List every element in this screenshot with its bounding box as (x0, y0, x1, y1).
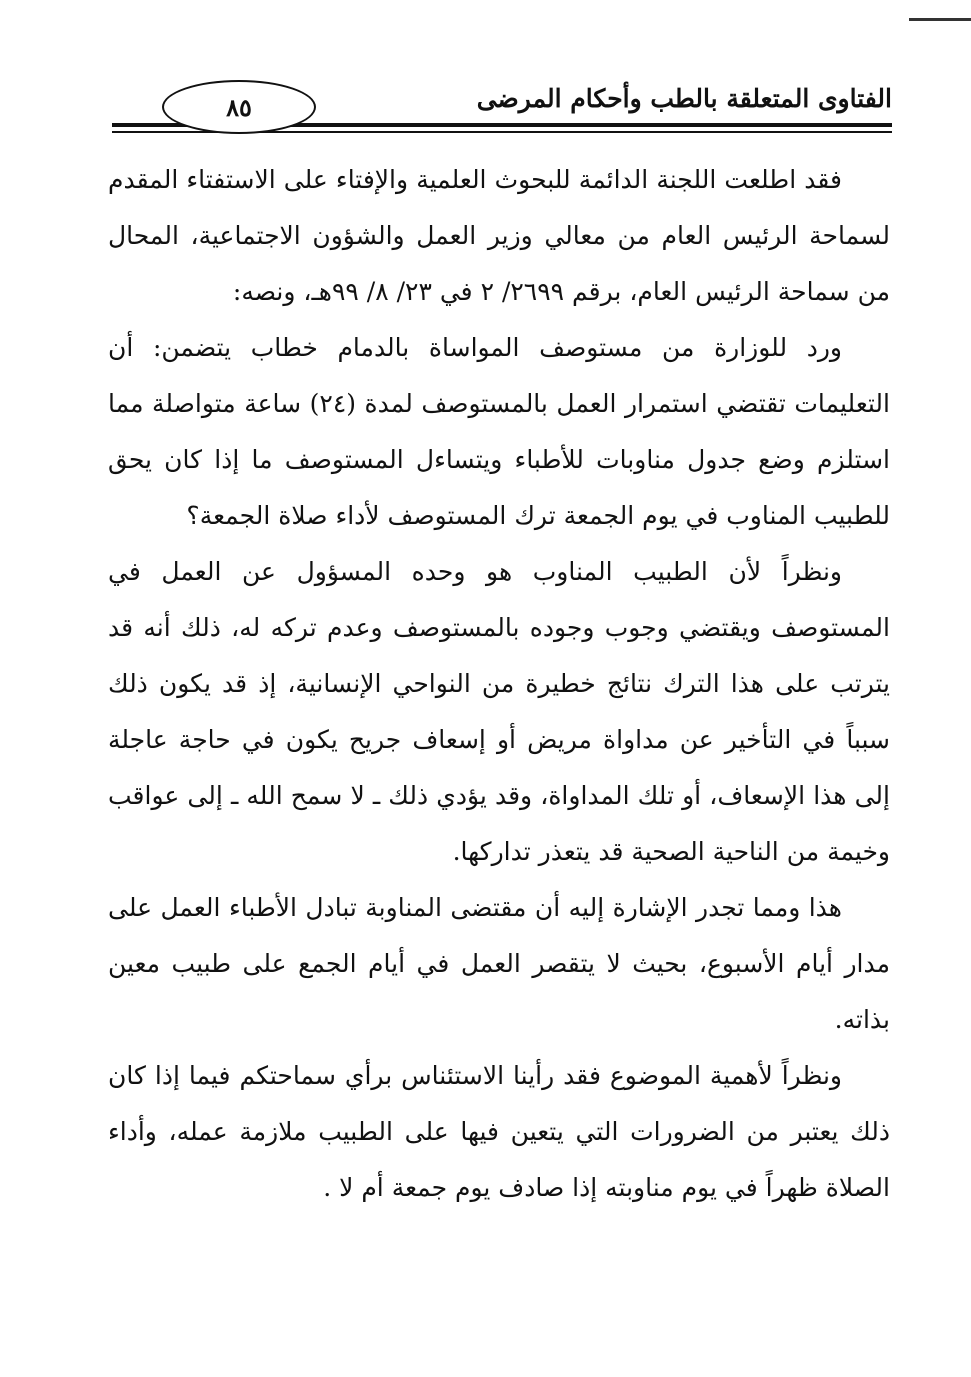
scan-edge-mark (909, 0, 971, 21)
running-title: الفتاوى المتعلقة بالطب وأحكام المرضى (476, 84, 892, 113)
page-number-oval (162, 80, 316, 134)
paragraph-reasoning: ونظراً لأن الطبيب المناوب هو وحده المسؤول عن العمل في المستوصف ويقتضي وجوب وجوده بالمستوصف وعدم تركه له، ذلك أنه قد يترتب على هذا الترك نتائج خطيرة من النواحي الإنسانية، إذ قد يكون ذلك سبباً في التأخير عن مداواة مريض أو إسعاف جريح يكون في حاجة عاجلة إلى هذا الإسعاف، أو تلك المداواة، وقد يؤدي ذلك ـ لا سمح الله ـ إلى عواقب وخيمة من الناحية الصحية قد يتعذر تداركها. (108, 557, 890, 866)
page-body (108, 152, 890, 1216)
paragraph-intro: فقد اطلعت اللجنة الدائمة للبحوث العلمية والإفتاء على الاستفتاء المقدم لسماحة الرئيس العام من معالي وزير العمل والشؤون الاجتماعية، المحال من سماحة الرئيس العام، برقم ٢٦٩٩/ ٢ في ٢٣/ ٨/ ٩٩هـ، ونصه: (108, 165, 890, 306)
paragraph-letter: ورد للوزارة من مستوصف المواساة بالدمام خطاب يتضمن: أن التعليمات تقتضي استمرار العمل بالمستوصف لمدة (٢٤) ساعة متواصلة مما استلزم وضع جدول مناوبات للأطباء ويتساءل المستوصف ما إذا كان يحق للطبيب المناوب في يوم الجمعة ترك المستوصف لأداء صلاة الجمعة؟ (108, 333, 890, 530)
paragraph-rotation: هذا ومما تجدر الإشارة إليه أن مقتضى المناوبة تبادل الأطباء العمل على مدار أيام الأسبوع، بحيث لا يتقصر العمل في أيام الجمع على طبيب معين بذاته. (108, 893, 890, 1034)
page-number: ٨٥ (226, 92, 252, 122)
page-header (112, 78, 892, 136)
paragraph-question: ونظراً لأهمية الموضوع فقد رأينا الاستئناس برأي سماحتكم فيما إذا كان ذلك يعتبر من الضرورات التي يتعين فيها على الطبيب ملازمة عمله، وأداء الصلاة ظهراً في يوم مناوبته إذا صادف يوم جمعة أم لا . (108, 1061, 890, 1202)
